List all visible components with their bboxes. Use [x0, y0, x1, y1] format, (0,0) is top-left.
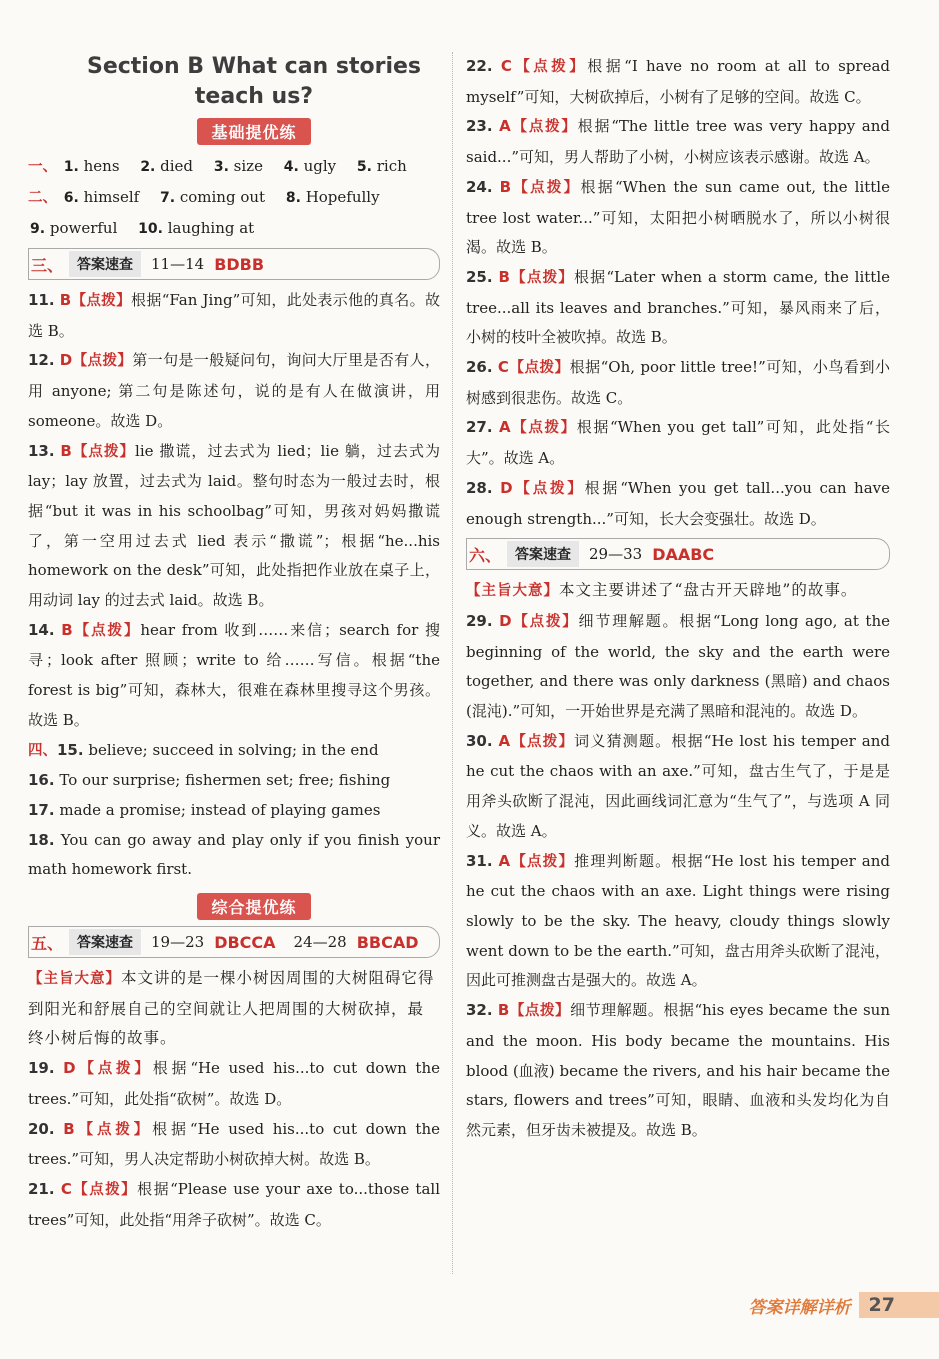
- item-answer: coming out: [179, 188, 266, 206]
- hint-tag: 【点拨】: [74, 1121, 153, 1138]
- hint-tag: 【点拨】: [509, 1003, 571, 1020]
- quick-answer-range: 19—23: [151, 933, 205, 952]
- question-number: 31.: [466, 851, 493, 870]
- answer-text: made a promise; instead of playing games: [59, 800, 381, 819]
- question-23: [466, 112, 890, 172]
- quick-answer-key: BBCAD: [356, 932, 419, 952]
- question-kind: 细节理解题。: [570, 1001, 664, 1020]
- explanation: 根据“He used his...to cut down the trees.”可知，男人决定帮助小树砍掉大树。故选 B。: [28, 1119, 440, 1169]
- answer-option: D: [59, 351, 73, 370]
- quick-answer-key: BDBB: [214, 254, 265, 274]
- quick-answer-key: DAABC: [652, 544, 715, 564]
- question-number: 25.: [466, 267, 493, 286]
- question-number: 12.: [28, 351, 55, 370]
- answer-option: B: [499, 177, 512, 196]
- explanation: 根据“He used his...to cut down the trees.”可知，此处指“砍树”。故选 D。: [28, 1059, 440, 1108]
- quick-answer-bar-6: [466, 538, 890, 570]
- quick-answer-label: 答案速查: [507, 541, 579, 567]
- section-title: [28, 52, 440, 112]
- answer-option: A: [498, 731, 511, 750]
- basic-banner-wrap: [28, 118, 440, 145]
- question-29: [466, 607, 890, 727]
- answer-line-3: [28, 213, 440, 244]
- section-marker: 三、: [31, 255, 64, 275]
- explanation: 根据“Long long ago, at the beginning of the world, the sky and the earth were together, and there was only darkness (黑暗) and chaos (混沌).”可知，一开始世界是充满了黑暗和混沌的。故选 D。: [466, 611, 890, 721]
- explanation: 根据“Oh, poor little tree!”可知，小鸟看到小树感到很悲伤。故选 C。: [466, 358, 891, 407]
- footer-title: 答案详解详析: [748, 1297, 851, 1318]
- answer-option: A: [498, 418, 511, 437]
- page-footer: [749, 1291, 939, 1319]
- question-15: [28, 736, 440, 767]
- item-number: 8.: [285, 190, 301, 206]
- question-kind: 推理判断题。: [574, 851, 672, 870]
- quick-answer-range: 24—28: [293, 933, 347, 952]
- hint-tag: 【点拨】: [71, 1181, 138, 1198]
- explanation: 根据“Fan Jing”可知，此处表示他的真名。故选 B。: [28, 291, 440, 340]
- hint-tag: 【点拨】: [510, 733, 575, 750]
- explanation: lie 撒谎，过去式为 lied；lie 躺，过去式为 lay；lay 放置，过去式为 laid。整句时态为一般过去时，根据“but it was in his schoolbag”可知，男孩对妈妈撒谎了，第一空用过去式 lied 表示“撒谎”；根据“he...his homework on the desk”可知，此处指把作业放在桌子上，用动词 lay 的过去式 laid。故选 B。: [28, 441, 440, 610]
- answer-option: C: [497, 358, 509, 377]
- page-number: 27: [859, 1292, 939, 1318]
- quick-answer-range: 11—14: [151, 255, 205, 273]
- question-17: [28, 796, 440, 826]
- item-number: 2.: [140, 159, 156, 175]
- quick-answer-label: 答案速查: [69, 251, 141, 277]
- question-26: [466, 353, 890, 413]
- hint-tag: 【点拨】: [509, 269, 574, 286]
- explanation: 第一句是一般疑问句，询问大厅里是否有人，用 anyone; 第二句是陈述句，说的是有人在做演讲，用 someone。故选 D。: [28, 351, 440, 430]
- hint-tag: 【点拨】: [511, 179, 581, 196]
- answer-option: C: [60, 1179, 72, 1198]
- quick-answer-bar-3: [28, 248, 440, 280]
- quick-answer-bar-5: [28, 926, 440, 958]
- question-11: [28, 286, 440, 346]
- main-idea-text: 本文讲的是一棵小树因周围的大树阻碍它得到阳光和舒展自己的空间就让人把周围的大树砍掉，最终小树后悔的故事。: [28, 969, 435, 1048]
- hint-tag: 【点拨】: [508, 360, 570, 377]
- answer-option: B: [497, 1001, 510, 1020]
- hint-tag: 【点拨】: [510, 420, 577, 437]
- question-31: [466, 847, 890, 997]
- question-number: 14.: [28, 620, 55, 639]
- question-21: [28, 1175, 440, 1235]
- hint-tag: 【点拨】: [71, 293, 131, 309]
- section-marker: 四、: [28, 742, 57, 759]
- question-14: [28, 616, 440, 736]
- explanation: 根据“He lost his temper and he cut the chaos with an axe.”可知，盘古生气了，于是是用斧头砍断了混沌，因此画线词汇意为“生气了”，与选项 A 同义。故选 A。: [466, 731, 890, 840]
- item-number: 7.: [160, 190, 176, 206]
- item-answer: hens: [83, 157, 120, 175]
- question-number: 24.: [466, 177, 493, 196]
- title-line-2: teach us?: [194, 84, 314, 109]
- explanation: 根据“When the sun came out, the little tree lost water...”可知，太阳把小树晒脱水了，所以小树很渴。故选 B。: [466, 177, 890, 257]
- hint-tag: 【点拨】: [72, 353, 133, 370]
- answer-option: D: [63, 1059, 76, 1078]
- question-number: 23.: [466, 117, 493, 136]
- section-marker: 一、: [28, 159, 57, 175]
- question-25: [466, 263, 890, 353]
- question-22: [466, 52, 890, 112]
- question-30: [466, 727, 890, 847]
- hint-tag: 【点拨】: [510, 853, 575, 870]
- answer-option: D: [499, 611, 512, 630]
- section-marker: 五、: [31, 933, 64, 953]
- question-number: 28.: [466, 478, 493, 497]
- question-13: [28, 437, 440, 616]
- question-16: [28, 766, 440, 796]
- answer-line-2: [28, 182, 440, 213]
- question-number: 21.: [28, 1179, 55, 1198]
- item-answer: powerful: [49, 219, 118, 237]
- main-idea-6: [466, 576, 890, 607]
- item-number: 4.: [283, 159, 299, 175]
- explanation: 根据“When you get tall”可知，此处指“长大”。故选 A。: [466, 418, 890, 468]
- answer-option: B: [498, 267, 510, 286]
- hint-tag: 【点拨】: [75, 1061, 153, 1078]
- question-kind: 细节理解题。: [578, 611, 680, 630]
- quick-answer-key: DBCCA: [214, 932, 276, 952]
- answer-option: B: [60, 441, 72, 460]
- answer-option: B: [59, 291, 72, 309]
- question-27: [466, 413, 890, 473]
- question-number: 27.: [466, 418, 493, 437]
- item-answer: laughing at: [167, 219, 255, 237]
- item-answer: size: [233, 157, 263, 175]
- hint-tag: 【点拨】: [71, 443, 136, 460]
- explanation: 根据“He lost his temper and he cut the chaos with an axe. Light things were rising slowly to be the sky. The heavy, cloudy things slowly went down to be the earth.”可知，盘古用斧头砍断了混沌，因此可推测盘古是强大的。故选 A。: [466, 851, 890, 990]
- hint-tag: 【点拨】: [510, 119, 578, 136]
- main-idea-text: 本文主要讲述了“盘古开天辟地”的故事。: [559, 581, 858, 600]
- item-answer: himself: [83, 188, 140, 206]
- item-answer: died: [160, 157, 194, 175]
- item-answer: rich: [376, 157, 407, 175]
- answer-text: To our surprise; fishermen set; free; fishing: [59, 771, 391, 790]
- question-number: 17.: [28, 800, 55, 819]
- answer-option: A: [499, 117, 511, 136]
- question-number: 22.: [466, 57, 493, 75]
- question-number: 20.: [28, 1119, 55, 1138]
- section-marker: 六、: [469, 545, 502, 565]
- item-answer: ugly: [303, 157, 337, 175]
- hint-tag: 【点拨】: [72, 622, 141, 639]
- quick-answer-label: 答案速查: [69, 929, 141, 955]
- item-number: 6.: [63, 190, 79, 206]
- question-number: 19.: [28, 1059, 55, 1078]
- answer-option: D: [500, 478, 513, 497]
- main-idea-tag: 【主旨大意】: [466, 583, 559, 600]
- main-idea-tag: 【主旨大意】: [28, 971, 121, 988]
- answer-option: C: [500, 57, 512, 75]
- answer-option: B: [63, 1119, 75, 1138]
- answer-line-1: [28, 151, 440, 182]
- item-answer: Hopefully: [305, 188, 380, 206]
- answer-text: believe; succeed in solving; in the end: [88, 740, 379, 759]
- question-number: 30.: [466, 731, 493, 750]
- item-number: 1.: [63, 159, 79, 175]
- quick-answer-range: 29—33: [589, 545, 643, 564]
- section-marker: 二、: [28, 190, 57, 206]
- hint-tag: 【点拨】: [511, 613, 579, 630]
- item-number: 3.: [213, 159, 229, 175]
- explanation: 根据“I have no room at all to spread myself”可知，大树砍掉后，小树有了足够的空间。故选 C。: [466, 57, 891, 106]
- question-number: 15.: [57, 740, 84, 759]
- column-divider: [452, 52, 453, 1274]
- hint-tag: 【点拨】: [512, 480, 585, 497]
- question-number: 13.: [28, 441, 55, 460]
- question-19: [28, 1054, 440, 1114]
- explanation: 根据“his eyes became the sun and the moon. His body became the mountains. His blood (血液) became the rivers, and his hair became the stars, flowers and trees”可知，眼睛、血液和头发均化为自然元素，但牙齿未被提及。故选 B。: [466, 1001, 890, 1139]
- question-12: [28, 346, 440, 436]
- item-number: 9.: [30, 221, 46, 237]
- item-number: 10.: [138, 221, 163, 237]
- left-column: [28, 44, 440, 1235]
- question-32: [466, 996, 890, 1146]
- question-number: 29.: [466, 611, 493, 630]
- explanation: 根据“Later when a storm came, the little tree...all its leaves and branches.”可知，暴风雨来了后，小树的枝叶全被吹掉。故选 B。: [466, 267, 890, 347]
- comprehensive-practice-banner: 综合提优练: [197, 893, 310, 920]
- main-idea-5: [28, 964, 440, 1054]
- question-number: 32.: [466, 1001, 493, 1020]
- answer-option: A: [498, 851, 511, 870]
- title-line-1: Section B What can stories: [86, 54, 422, 79]
- question-20: [28, 1115, 440, 1175]
- explanation: 根据“Please use your axe to...those tall trees”可知，此处指“用斧子砍树”。故选 C。: [28, 1179, 440, 1229]
- question-number: 26.: [466, 358, 493, 377]
- question-number: 11.: [28, 291, 55, 309]
- question-number: 18.: [28, 830, 55, 849]
- question-28: [466, 474, 890, 534]
- item-number: 5.: [356, 159, 372, 175]
- basic-practice-banner: 基础提优练: [197, 118, 310, 145]
- answer-text: You can go away and play only if you finish your math homework first.: [28, 830, 440, 879]
- comprehensive-banner-wrap: [28, 893, 440, 920]
- question-kind: 词义猜测题。: [574, 731, 672, 750]
- answer-option: B: [61, 620, 73, 639]
- explanation: 根据“When you get tall...you can have enough strength...”可知，长大会变强壮。故选 D。: [466, 478, 890, 528]
- explanation: hear from 收到……来信；search for 搜寻；look after 照顾；write to 给……写信。根据“the forest is big”可知，森林大，很难在森林里搜寻这个男孩。故选 B。: [28, 620, 440, 729]
- question-18: [28, 826, 440, 885]
- explanation: 根据“The little tree was very happy and said...”可知，男人帮助了小树，小树应该表示感谢。故选 A。: [466, 117, 890, 167]
- question-24: [466, 173, 890, 263]
- right-column: [466, 52, 890, 1146]
- question-number: 16.: [28, 771, 55, 790]
- hint-tag: 【点拨】: [511, 59, 588, 75]
